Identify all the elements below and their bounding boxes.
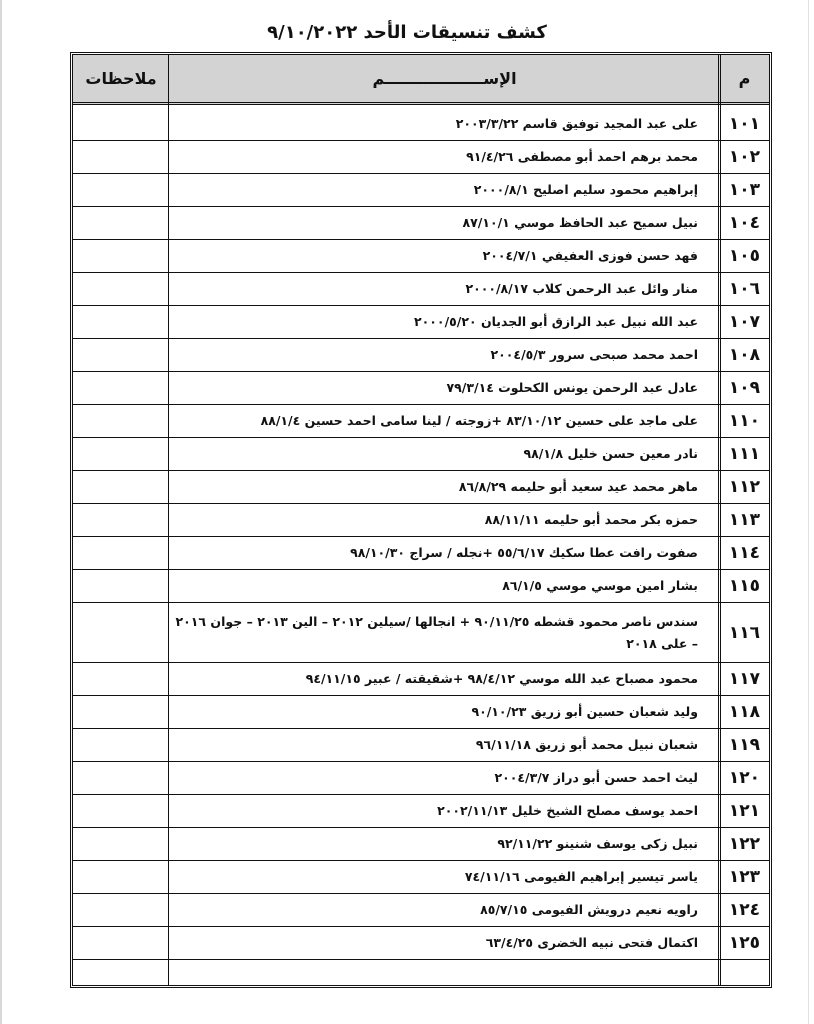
- row-name: حمزه بكر محمد أبو حليمه ٨٨/١١/١١: [484, 512, 698, 527]
- row-notes: [73, 861, 168, 893]
- row-name: محمد برهم احمد أبو مصطفى ٩١/٤/٢٦: [466, 149, 698, 164]
- row-number: ١٠٣: [728, 180, 761, 200]
- row-name: فهد حسن فوزى العفيفي ٢٠٠٤/٧/١: [482, 248, 698, 263]
- table-row: [73, 570, 769, 603]
- row-number: ١٠٤: [728, 213, 761, 233]
- header-name: الإســــــــــــــــــم: [372, 69, 517, 88]
- header-notes: ملاحظات: [85, 69, 157, 88]
- row-number: ١١٤: [728, 543, 761, 563]
- table-row: [73, 240, 769, 273]
- row-number: ١١٩: [728, 735, 761, 755]
- row-name: نبيل زكى يوسف شنينو ٩٢/١١/٢٢: [497, 836, 698, 851]
- table-row: [73, 471, 769, 504]
- row-name: شعبان نبيل محمد أبو زريق ٩٦/١١/١٨: [475, 737, 698, 752]
- row-name: اكتمال فتحى نبيه الخضرى ٦٣/٤/٢٥: [485, 935, 698, 950]
- row-name: ياسر تيسير إبراهيم الفيومى ٧٤/١١/١٦: [464, 869, 698, 884]
- row-name: سندس ناصر محمود قشطه ٩٠/١١/٢٥ + انجالها /سيلين ٢٠١٢ – الين ٢٠١٣ – جوان ٢٠١٦ – على ٢٠١٨: [175, 613, 698, 651]
- row-name: ماهر محمد عيد سعيد أبو حليمه ٨٦/٨/٢٩: [458, 479, 698, 494]
- table-row: [73, 729, 769, 762]
- row-notes: [73, 504, 168, 536]
- row-number: ١٢١: [728, 801, 761, 821]
- table-row: [73, 339, 769, 372]
- row-name: نادر معين حسن خليل ٩٨/١/٨: [523, 446, 698, 461]
- document-title: كشف تنسيقات الأحد ٩/١٠/٢٠٢٢: [267, 22, 547, 43]
- row-name: احمد يوسف مصلح الشيخ خليل ٢٠٠٢/١١/١٣: [437, 803, 698, 818]
- row-name: نبيل سميح عبد الحافظ موسي ٨٧/١٠/١: [462, 215, 698, 230]
- row-notes: [73, 240, 168, 272]
- row-number: ١٢٥: [728, 933, 761, 953]
- table-row: [73, 762, 769, 795]
- row-name: محمود مصباح عبد الله موسي ٩٨/٤/١٢ +شقيقته / عبير ٩٤/١١/١٥: [305, 671, 698, 686]
- table-row: [73, 438, 769, 471]
- page-edge: [808, 0, 809, 1024]
- row-name: بشار امين موسي موسي ٨٦/١/٥: [502, 578, 698, 593]
- row-number: ١٠٨: [728, 345, 761, 365]
- row-number: ١١٣: [728, 510, 761, 530]
- row-number: ١١١: [728, 444, 761, 464]
- row-notes: [73, 438, 168, 470]
- row-notes: [73, 603, 168, 662]
- table-row: [73, 306, 769, 339]
- row-number: ١١٧: [728, 669, 761, 689]
- row-notes: [73, 339, 168, 371]
- row-name: إبراهيم محمود سليم اصليح ٢٠٠٠/٨/١: [473, 182, 698, 197]
- row-notes: [73, 273, 168, 305]
- table-row: [73, 894, 769, 927]
- table-row: [73, 141, 769, 174]
- row-name: ليث احمد حسن أبو دراز ٢٠٠٤/٣/٧: [494, 770, 698, 785]
- row-number: ١٠٩: [728, 378, 761, 398]
- table-body: [73, 108, 769, 960]
- table-row: [73, 861, 769, 894]
- row-number: ١١٦: [728, 622, 761, 643]
- row-notes: [73, 828, 168, 860]
- row-number: ١٠٧: [728, 312, 761, 332]
- row-number: ١٢٢: [728, 834, 761, 854]
- table-row: [73, 663, 769, 696]
- row-name: عبد الله نبيل عبد الرازق أبو الجديان ٢٠٠٠/٥/٢٠: [414, 314, 698, 329]
- row-name: صفوت رافت عطا سكيك ٥٥/٦/١٧ +نجله / سراج ٩٨/١٠/٣٠: [350, 545, 698, 560]
- row-number: ١٠٦: [728, 279, 761, 299]
- table-row: [73, 174, 769, 207]
- row-name: احمد محمد صبحى سرور ٢٠٠٤/٥/٣: [490, 347, 698, 362]
- row-name: منار وائل عبد الرحمن كلاب ٢٠٠٠/٨/١٧: [465, 281, 698, 296]
- row-notes: [73, 372, 168, 404]
- table-header: [73, 55, 769, 105]
- table-row: [73, 273, 769, 306]
- row-notes: [73, 174, 168, 206]
- header-number: م: [738, 69, 751, 88]
- table-row: [73, 537, 769, 570]
- table-row: [73, 405, 769, 438]
- row-notes: [73, 729, 168, 761]
- table-row: [73, 372, 769, 405]
- row-number: ١١٥: [728, 576, 761, 596]
- table-row: [73, 927, 769, 960]
- row-name: راويه نعيم درويش الفيومى ٨٥/٧/١٥: [480, 902, 698, 917]
- row-number: ١١٨: [728, 702, 761, 722]
- row-name: وليد شعبان حسين أبو زريق ٩٠/١٠/٢٣: [471, 704, 698, 719]
- row-notes: [73, 405, 168, 437]
- row-notes: [73, 141, 168, 173]
- row-notes: [73, 207, 168, 239]
- row-notes: [73, 762, 168, 794]
- row-notes: [73, 471, 168, 503]
- table-row: [73, 207, 769, 240]
- table-row: [73, 603, 769, 663]
- row-notes: [73, 696, 168, 728]
- table-row: [73, 828, 769, 861]
- row-number: ١٢٠: [728, 768, 761, 788]
- row-notes: [73, 570, 168, 602]
- row-number: ١٢٣: [728, 867, 761, 887]
- row-number: ١٠٢: [728, 147, 761, 167]
- table-row: [73, 504, 769, 537]
- row-number: ١٠٥: [728, 246, 761, 266]
- row-number: ١١٢: [728, 477, 761, 497]
- row-name: عادل عبد الرحمن يونس الكحلوت ٧٩/٣/١٤: [446, 380, 698, 395]
- roster-table: [70, 52, 772, 988]
- row-notes: [73, 795, 168, 827]
- row-number: ١٠١: [728, 114, 761, 134]
- row-notes: [73, 927, 168, 959]
- row-name: على ماجد على حسين ٨٣/١٠/١٢ +زوجته / لينا سامى احمد حسين ٨٨/١/٤: [260, 413, 698, 428]
- table-row: [73, 795, 769, 828]
- row-notes: [73, 663, 168, 695]
- row-number: ١٢٤: [728, 900, 761, 920]
- row-number: ١١٠: [728, 411, 761, 431]
- row-name: على عبد المجيد توفيق قاسم ٢٠٠٣/٣/٢٢: [455, 116, 698, 131]
- table-row: [73, 108, 769, 141]
- row-notes: [73, 894, 168, 926]
- row-notes: [73, 306, 168, 338]
- page-edge: [0, 0, 2, 1024]
- table-row: [73, 696, 769, 729]
- row-notes: [73, 108, 168, 140]
- row-notes: [73, 537, 168, 569]
